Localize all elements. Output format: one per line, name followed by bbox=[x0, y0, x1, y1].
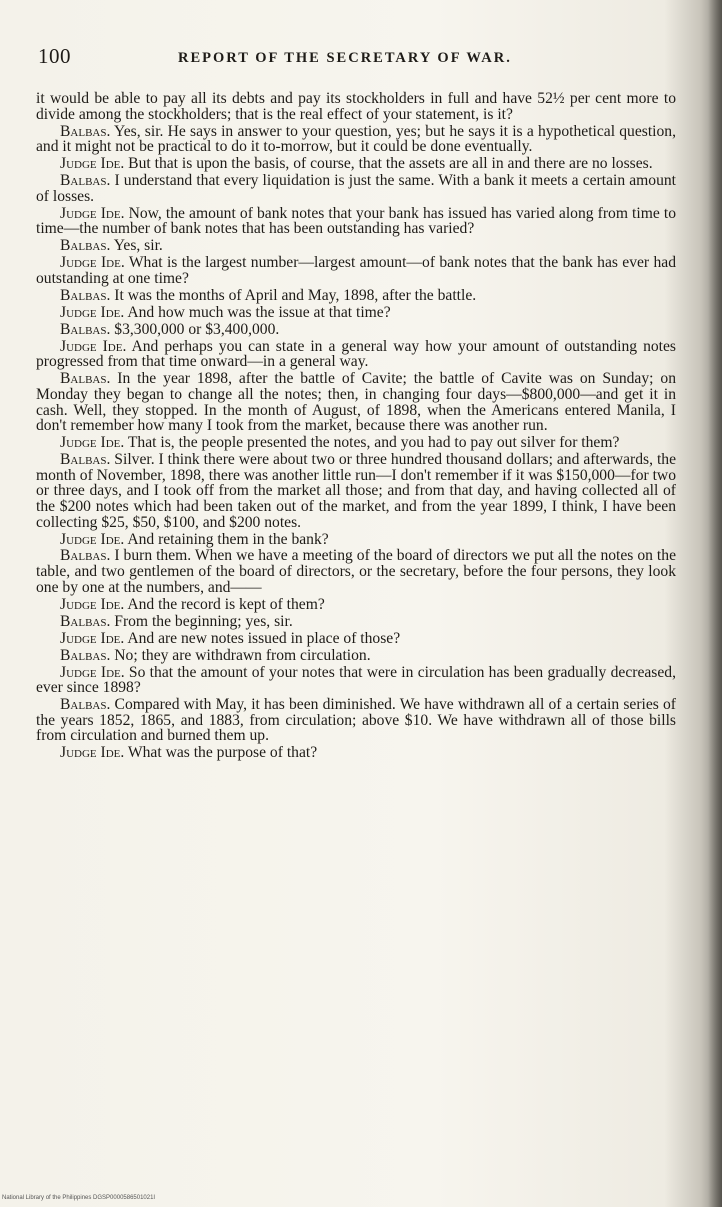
paragraph-text: $3,300,000 or $3,400,000. bbox=[110, 320, 280, 338]
speaker-name: Judge Ide. bbox=[60, 155, 125, 173]
paragraph-text: Yes, sir. He says in answer to your question, yes; but he says it is a hypothetical question, and it might not be practical to do it to-morrow, but it could be done eventually. bbox=[36, 122, 676, 156]
speaker-name: Judge Ide. bbox=[60, 595, 125, 613]
speaker-name: Balbas. bbox=[60, 696, 111, 714]
testimony-text bbox=[36, 91, 676, 762]
testimony-paragraph bbox=[36, 631, 676, 647]
speaker-name: Balbas. bbox=[60, 547, 111, 565]
scan-footer: National Library of the Philippines DGSP0000586501021I bbox=[2, 1195, 156, 1201]
testimony-paragraph bbox=[36, 697, 676, 744]
testimony-paragraph bbox=[36, 91, 676, 122]
speaker-name: Judge Ide. bbox=[60, 744, 125, 762]
speaker-name: Judge Ide. bbox=[60, 663, 125, 681]
paragraph-text: And how much was the issue at that time? bbox=[124, 303, 391, 321]
testimony-paragraph bbox=[36, 648, 676, 664]
paragraph-text: What was the purpose of that? bbox=[124, 744, 318, 762]
testimony-paragraph bbox=[36, 339, 676, 370]
paragraph-text: That is, the people presented the notes, and you had to pay out silver for them? bbox=[124, 434, 620, 452]
testimony-paragraph bbox=[36, 452, 676, 530]
testimony-paragraph bbox=[36, 665, 676, 696]
testimony-paragraph bbox=[36, 371, 676, 433]
page-number: 100 bbox=[38, 44, 71, 68]
paragraph-text: No; they are withdrawn from circulation. bbox=[110, 646, 371, 664]
page-header bbox=[38, 44, 700, 74]
paragraph-text: It was the months of April and May, 1898, after the battle. bbox=[110, 286, 477, 304]
paragraph-text: I understand that every liquidation is just the same. With a bank it meets a certain amount of losses. bbox=[36, 172, 676, 205]
paragraph-text: Yes, sir. bbox=[110, 237, 163, 255]
testimony-paragraph bbox=[36, 255, 676, 286]
speaker-name: Balbas. bbox=[60, 451, 111, 469]
speaker-name: Judge Ide. bbox=[60, 254, 125, 272]
speaker-name: Judge Ide. bbox=[60, 204, 125, 222]
testimony-paragraph bbox=[36, 597, 676, 613]
testimony-paragraph bbox=[36, 206, 676, 237]
speaker-name: Judge Ide. bbox=[60, 530, 125, 548]
speaker-name: Balbas. bbox=[60, 286, 111, 304]
testimony-paragraph bbox=[36, 156, 676, 172]
testimony-paragraph bbox=[36, 435, 676, 451]
paragraph-text: Compared with May, it has been diminished. We have withdrawn all of a certain series of the years 1852, 1865, and 1883, from circulation; above $10. We have withdrawn all of those bills from circulation and burned them up. bbox=[36, 696, 676, 745]
binding-shadow bbox=[708, 0, 722, 1207]
speaker-name: Judge Ide. bbox=[60, 337, 127, 355]
speaker-name: Balbas. bbox=[60, 172, 111, 190]
speaker-name: Balbas. bbox=[60, 612, 111, 630]
paragraph-text: In the year 1898, after the battle of Cavite; the battle of Cavite was on Sunday; on Monday they began to change all the notes; then, in changing four days—$800,000—and get it in cash. Well, they stopped. In the month of August, of 1898, when the Americans entered Manila, I don't remember how many I took from the market, because there was another run. bbox=[36, 370, 676, 435]
paragraph-text: Silver. I think there were about two or three hundred thousand dollars; and afterwards, the month of November, 1898, there was another little run—I don't remember if it was $150,000—for two or three days, and I took off from the market all those; and from that day, and having collected all of the $200 notes which had been taken out of the market, and from the year 1899, I think, I have been collecting $25, $50, $100, and $200 notes. bbox=[36, 451, 676, 531]
testimony-paragraph bbox=[36, 532, 676, 548]
testimony-paragraph bbox=[36, 548, 676, 595]
paragraph-text: And retaining them in the bank? bbox=[124, 530, 329, 548]
paragraph-text: And the record is kept of them? bbox=[124, 595, 325, 613]
paragraph-text: And perhaps you can state in a general way how your amount of outstanding notes progressed from that time onward—in a general way. bbox=[36, 337, 676, 371]
paragraph-text: Now, the amount of bank notes that your bank has issued has varied along from time to time—the number of bank notes that has been outstanding has varied? bbox=[36, 204, 676, 238]
running-head: REPORT OF THE SECRETARY OF WAR. bbox=[178, 50, 512, 66]
paragraph-text: From the beginning; yes, sir. bbox=[110, 612, 293, 630]
testimony-paragraph bbox=[36, 288, 676, 304]
paragraph-text: So that the amount of your notes that were in circulation has been gradually decreased, ever since 1898? bbox=[36, 663, 676, 697]
testimony-paragraph bbox=[36, 614, 676, 630]
testimony-paragraph bbox=[36, 238, 676, 254]
testimony-paragraph bbox=[36, 305, 676, 321]
paragraph-text: But that is upon the basis, of course, that the assets are all in and there are no losses. bbox=[124, 155, 653, 173]
speaker-name: Judge Ide. bbox=[60, 434, 125, 452]
speaker-name: Balbas. bbox=[60, 370, 111, 388]
speaker-name: Balbas. bbox=[60, 237, 111, 255]
testimony-paragraph bbox=[36, 745, 676, 761]
speaker-name: Balbas. bbox=[60, 320, 111, 338]
testimony-paragraph bbox=[36, 173, 676, 204]
testimony-paragraph bbox=[36, 322, 676, 338]
speaker-name: Balbas. bbox=[60, 122, 111, 140]
speaker-name: Balbas. bbox=[60, 646, 111, 664]
speaker-name: Judge Ide. bbox=[60, 303, 125, 321]
paragraph-text: And are new notes issued in place of those? bbox=[124, 629, 401, 647]
paragraph-text: it would be able to pay all its debts and pay its stockholders in full and have 52½ per cent more to divide among the stockholders; that is the real effect of your statement, is it? bbox=[36, 90, 676, 123]
paragraph-text: What is the largest number—largest amount—of bank notes that the bank has ever had outstanding at one time? bbox=[36, 254, 677, 287]
paragraph-text: I burn them. When we have a meeting of the board of directors we put all the notes on the table, and two gentlemen of the board of directors, or the secretary, before the four persons, they look one by one at the numbers, and—— bbox=[36, 547, 676, 596]
testimony-paragraph bbox=[36, 124, 676, 155]
speaker-name: Judge Ide. bbox=[60, 629, 125, 647]
